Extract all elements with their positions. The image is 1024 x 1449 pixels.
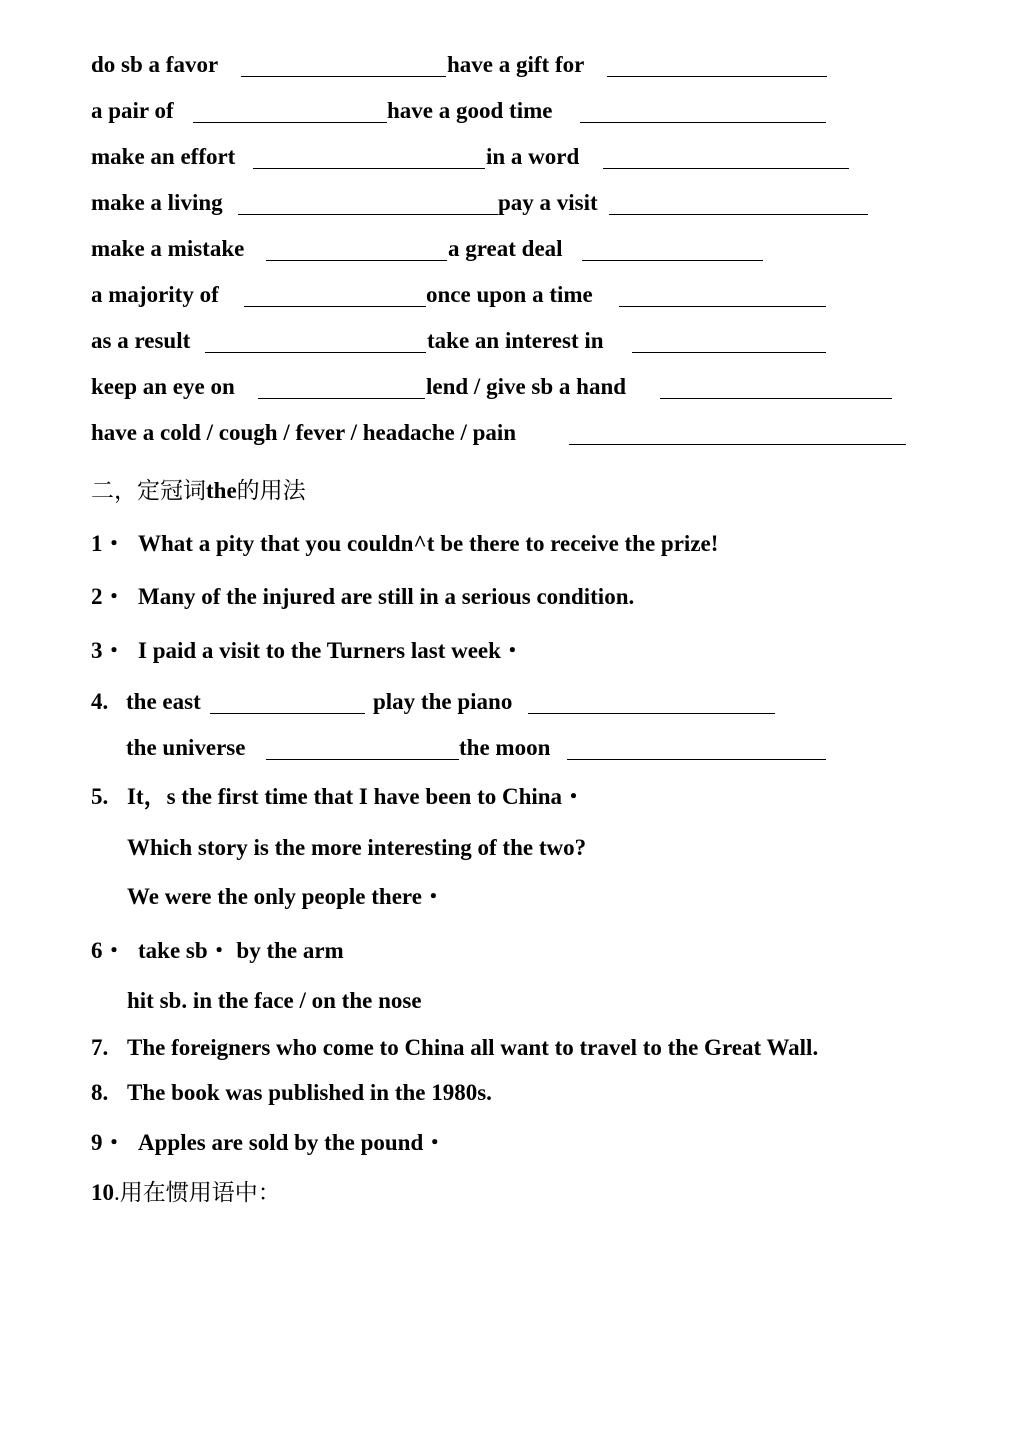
answer-blank <box>238 188 498 215</box>
section-heading <box>91 476 306 506</box>
answer-blank <box>253 142 485 169</box>
item-number: 3・ <box>91 638 126 663</box>
usage-item-8 <box>91 1078 492 1108</box>
example-sentence: The foreigners who come to China all want to travel to the Great Wall. <box>127 1035 819 1060</box>
answer-blank <box>241 50 446 77</box>
item-number: 2・ <box>91 584 126 609</box>
phrase-text: the universe <box>126 735 246 760</box>
phrase-text: play the piano <box>373 689 513 714</box>
answer-blank <box>266 733 459 760</box>
answer-blank <box>582 234 763 261</box>
answer-blank <box>244 280 426 307</box>
example-sentence: hit sb. in the face / on the nose <box>127 988 422 1013</box>
answer-blank <box>193 96 387 123</box>
item-number: 7. <box>91 1035 109 1060</box>
answer-blank <box>258 372 425 399</box>
answer-blank <box>607 50 827 77</box>
answer-blank <box>266 234 447 261</box>
usage-item-1 <box>91 529 718 559</box>
answer-blank <box>567 733 826 760</box>
item-number: 9・ <box>91 1130 126 1155</box>
example-sentence: What a pity that you couldn^t be there to receive the prize! <box>138 531 719 556</box>
phrase-text: a great deal <box>448 236 563 261</box>
phrase-text: as a result <box>91 328 191 353</box>
answer-blank <box>632 326 826 353</box>
answer-blank <box>609 188 868 215</box>
answer-blank <box>660 372 892 399</box>
example-sentence: .用在惯用语中： <box>114 1180 281 1205</box>
phrase-text: have a gift for <box>447 52 585 77</box>
example-sentence: The book was published in the 1980s. <box>127 1080 492 1105</box>
heading-suffix: 的用法 <box>236 478 306 503</box>
phrase-text: pay a visit <box>498 190 598 215</box>
answer-blank <box>603 142 849 169</box>
usage-item-2 <box>91 582 634 612</box>
usage-item-5 <box>91 782 585 812</box>
phrase-text: the east <box>126 689 201 714</box>
item-number: 6・ <box>91 938 126 963</box>
item-number: 4. <box>91 689 109 714</box>
phrase-text: have a cold / cough / fever / headache / pain <box>91 420 517 445</box>
usage-item-5-row-2 <box>91 833 586 863</box>
phrase-text: once upon a time <box>426 282 593 307</box>
example-sentence: We were the only people there・ <box>127 884 445 909</box>
example-sentence: Apples are sold by the pound・ <box>138 1130 447 1155</box>
answer-blank <box>210 687 365 714</box>
usage-item-7 <box>91 1033 818 1063</box>
phrase-text: have a good time <box>387 98 553 123</box>
usage-item-9 <box>91 1128 446 1158</box>
phrase-text: do sb a favor <box>91 52 219 77</box>
phrase-text: make a mistake <box>91 236 245 261</box>
heading-article: the <box>206 478 237 503</box>
phrase-text: lend / give sb a hand <box>426 374 627 399</box>
phrase-text: a pair of <box>91 98 174 123</box>
example-sentence: Many of the injured are still in a serious condition. <box>138 584 635 609</box>
item-number: 5. <box>91 784 109 809</box>
usage-item-5-row-3 <box>91 882 445 912</box>
phrase-text: take an interest in <box>427 328 604 353</box>
example-sentence: Which story is the more interesting of the two? <box>127 835 587 860</box>
phrase-text: in a word <box>486 144 580 169</box>
answer-blank <box>619 280 826 307</box>
example-sentence: I paid a visit to the Turners last week・ <box>138 638 524 663</box>
usage-item-6-row-2 <box>91 986 422 1016</box>
phrase-text: a majority of <box>91 282 219 307</box>
item-number: 8. <box>91 1080 109 1105</box>
usage-item-10 <box>91 1178 281 1208</box>
item-number: 1・ <box>91 531 126 556</box>
heading-prefix: 二，定冠词 <box>91 478 206 503</box>
phrase-text: the moon <box>459 735 551 760</box>
phrase-text: make a living <box>91 190 223 215</box>
answer-blank <box>528 687 775 714</box>
example-sentence: It，s the first time that I have been to China・ <box>127 784 586 809</box>
phrase-text: make an effort <box>91 144 236 169</box>
example-sentence: take sb・ by the arm <box>138 938 344 963</box>
item-number: 10 <box>91 1180 114 1205</box>
phrase-text: keep an eye on <box>91 374 235 399</box>
usage-item-3 <box>91 636 524 666</box>
answer-blank <box>205 326 426 353</box>
usage-item-6 <box>91 936 344 966</box>
answer-blank <box>580 96 826 123</box>
answer-blank <box>569 418 906 445</box>
